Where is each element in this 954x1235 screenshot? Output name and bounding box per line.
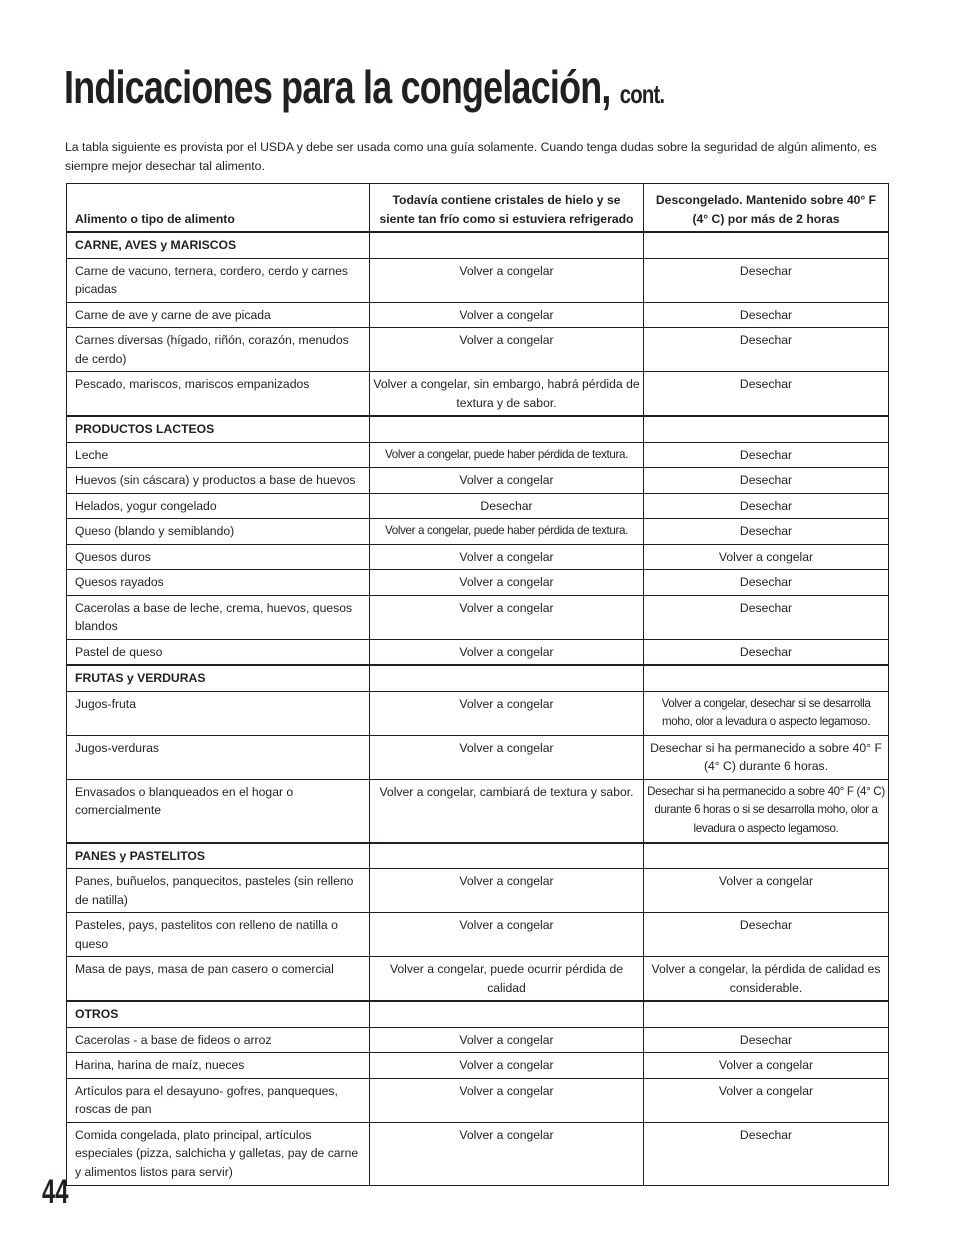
title-main: Indicaciones para la congelación, [64,61,611,113]
table-row [67,468,889,494]
food-cell: Helados, yogur congelado [67,493,370,519]
category-label: FRUTAS y VERDURAS [67,665,370,691]
title-cont: cont. [619,79,665,109]
table-row [67,639,889,665]
freezing-guide-table [66,183,889,1186]
table-row [67,1078,889,1122]
table-row [67,372,889,417]
thawed-cell: Desechar [644,1027,889,1053]
food-cell: Cacerolas - a base de fideos o arroz [67,1027,370,1053]
food-cell: Pastel de queso [67,639,370,665]
thawed-cell: Desechar [644,595,889,639]
food-cell: Panes, buñuelos, panquecitos, pasteles (sin relleno de natilla) [67,869,370,913]
category-row [67,843,889,869]
header-thawed: Descongelado. Mantenido sobre 40° F (4° C) por más de 2 horas [644,184,889,233]
food-cell: Huevos (sin cáscara) y productos a base de huevos [67,468,370,494]
icy-cell: Volver a congelar [370,544,644,570]
icy-cell: Volver a congelar [370,913,644,957]
intro-paragraph: La tabla siguiente es provista por el USDA y debe ser usada como una guía solamente. Cuando tenga dudas sobre la seguridad de algún alimento, es siempre mejor desechar tal alimento. [65,140,877,173]
food-cell: Jugos-verduras [67,735,370,779]
icy-cell: Volver a congelar [370,1122,644,1185]
category-row [67,232,889,258]
icy-cell: Volver a congelar [370,1053,644,1079]
thawed-cell: Desechar [644,493,889,519]
food-cell: Carnes diversas (hígado, riñón, corazón, menudos de cerdo) [67,328,370,372]
thawed-cell: Desechar [644,913,889,957]
header-icy: Todavía contiene cristales de hielo y se siente tan frío como si estuviera refrigerado [370,184,644,233]
table-row [67,519,889,545]
food-cell: Leche [67,442,370,468]
thawed-cell: Volver a congelar, desechar si se desarrolla moho, olor a levadura o aspecto legamoso. [644,691,889,735]
header-food: Alimento o tipo de alimento [67,184,370,233]
icy-cell: Volver a congelar [370,1078,644,1122]
table-row [67,595,889,639]
food-cell: Carne de vacuno, ternera, cordero, cerdo y carnes picadas [67,258,370,302]
category-row [67,416,889,442]
table-row [67,735,889,779]
table-row [67,1122,889,1185]
icy-cell: Volver a congelar, cambiará de textura y sabor. [370,779,644,843]
icy-cell: Volver a congelar, puede haber pérdida de textura. [370,442,644,468]
thawed-cell: Volver a congelar [644,544,889,570]
table-row [67,544,889,570]
icy-cell: Volver a congelar [370,468,644,494]
icy-cell: Volver a congelar [370,258,644,302]
table-row [67,691,889,735]
table-row [67,913,889,957]
page-number: 44 [42,1173,69,1211]
table-row [67,328,889,372]
category-label: CARNE, AVES y MARISCOS [67,232,370,258]
category-label: PANES y PASTELITOS [67,843,370,869]
thawed-cell: Desechar [644,258,889,302]
food-cell: Jugos-fruta [67,691,370,735]
category-row [67,665,889,691]
thawed-cell: Desechar [644,639,889,665]
food-cell: Harina, harina de maíz, nueces [67,1053,370,1079]
table-row [67,1027,889,1053]
food-cell: Envasados o blanqueados en el hogar o comercialmente [67,779,370,843]
icy-cell: Volver a congelar [370,1027,644,1053]
food-cell: Queso (blando y semiblando) [67,519,370,545]
table-row [67,258,889,302]
table-header-row [67,184,889,233]
food-cell: Pescado, mariscos, mariscos empanizados [67,372,370,417]
icy-cell: Volver a congelar [370,595,644,639]
icy-cell: Volver a congelar [370,302,644,328]
thawed-cell: Volver a congelar [644,869,889,913]
table-row [67,1053,889,1079]
icy-cell: Volver a congelar, puede ocurrir pérdida de calidad [370,957,644,1002]
table-row [67,302,889,328]
food-cell: Quesos rayados [67,570,370,596]
table-row [67,442,889,468]
category-label: OTROS [67,1001,370,1027]
thawed-cell: Desechar [644,468,889,494]
thawed-cell: Desechar [644,442,889,468]
icy-cell: Volver a congelar [370,869,644,913]
icy-cell: Volver a congelar [370,570,644,596]
page-title [64,62,664,119]
thawed-cell: Volver a congelar [644,1078,889,1122]
table-row [67,570,889,596]
thawed-cell: Desechar [644,1122,889,1185]
thawed-cell: Desechar [644,570,889,596]
icy-cell: Volver a congelar [370,328,644,372]
icy-cell: Volver a congelar [370,735,644,779]
food-cell: Quesos duros [67,544,370,570]
icy-cell: Volver a congelar [370,639,644,665]
thawed-cell: Desechar [644,328,889,372]
icy-cell: Volver a congelar, puede haber pérdida de textura. [370,519,644,545]
table-row [67,779,889,843]
food-cell: Pasteles, pays, pastelitos con relleno de natilla o queso [67,913,370,957]
icy-cell: Desechar [370,493,644,519]
food-cell: Carne de ave y carne de ave picada [67,302,370,328]
category-label: PRODUCTOS LACTEOS [67,416,370,442]
icy-cell: Volver a congelar [370,691,644,735]
thawed-cell: Desechar si ha permanecido a sobre 40° F (4° C) durante 6 horas o si se desarrolla moho, olor a levadura o aspecto legamoso. [644,779,889,843]
food-cell: Cacerolas a base de leche, crema, huevos, quesos blandos [67,595,370,639]
thawed-cell: Volver a congelar [644,1053,889,1079]
icy-cell: Volver a congelar, sin embargo, habrá pérdida de textura y de sabor. [370,372,644,417]
category-row [67,1001,889,1027]
thawed-cell: Desechar [644,372,889,417]
thawed-cell: Desechar si ha permanecido a sobre 40° F (4° C) durante 6 horas. [644,735,889,779]
thawed-cell: Volver a congelar, la pérdida de calidad es considerable. [644,957,889,1002]
food-cell: Masa de pays, masa de pan casero o comercial [67,957,370,1002]
table-row [67,957,889,1002]
table-row [67,493,889,519]
thawed-cell: Desechar [644,302,889,328]
food-cell: Comida congelada, plato principal, artículos especiales (pizza, salchicha y galletas, pay de carne y alimentos listos para servir) [67,1122,370,1185]
table-row [67,869,889,913]
food-cell: Artículos para el desayuno- gofres, panqueques, roscas de pan [67,1078,370,1122]
thawed-cell: Desechar [644,519,889,545]
